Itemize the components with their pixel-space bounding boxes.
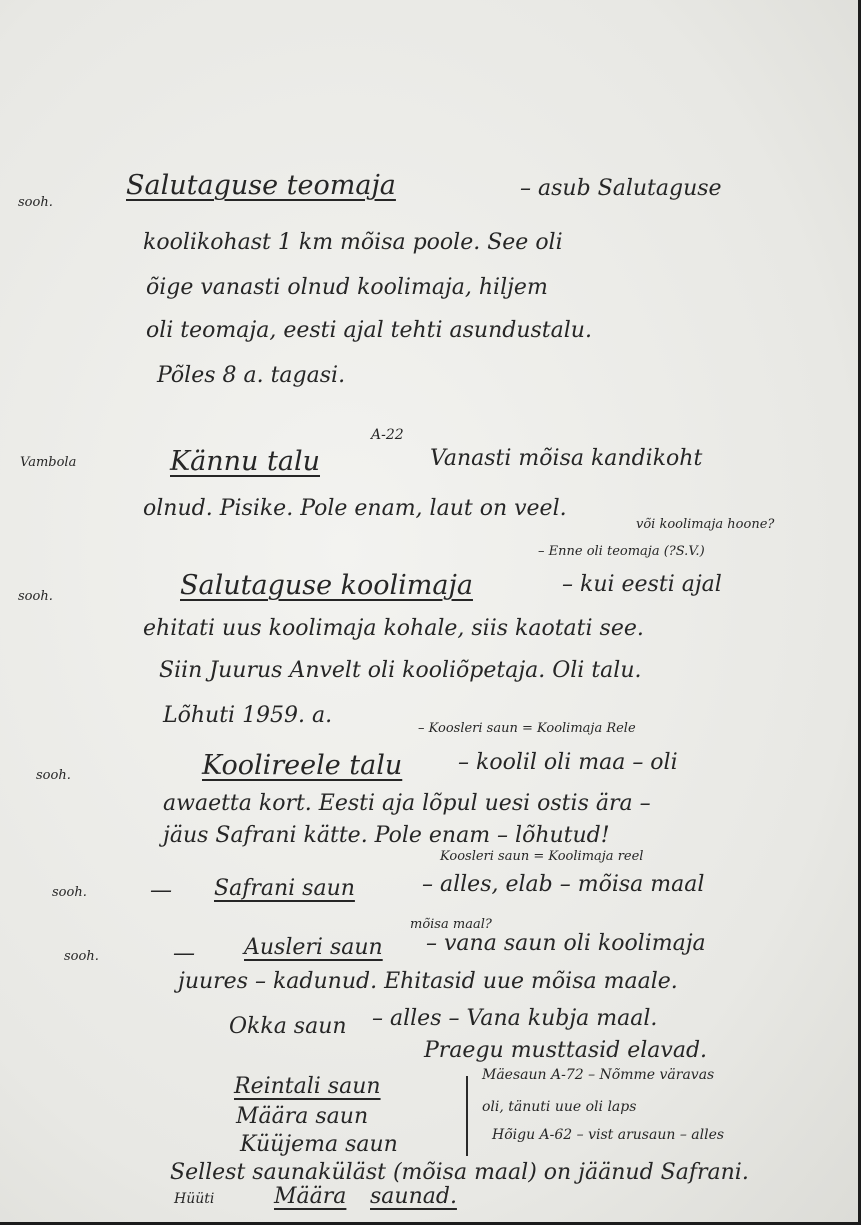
entry-title: Salutaguse teomaja [126, 170, 396, 201]
margin-note: sooh. [52, 885, 87, 900]
sauna-note: oli, tänuti uue oli laps [482, 1099, 637, 1115]
dash: — [173, 941, 195, 966]
entry-title: Koolireele talu [202, 750, 403, 781]
margin-note: sooh. [18, 195, 53, 210]
entry-text: – alles, elab – mõisa maal [422, 872, 705, 897]
annotation: mõisa maal? [410, 917, 492, 932]
entry-line: ehitati uus koolimaja kohale, siis kaotati see. [143, 616, 644, 641]
sauna-name: Määra saun [236, 1104, 369, 1129]
entry-line: Praegu musttasid elavad. [424, 1038, 708, 1063]
entry-line: awaetta kort. Eesti aja lõpul uesi ostis ära – [163, 791, 651, 816]
annotation: Koosleri saun = Koolimaja reel [440, 849, 644, 864]
entry-text: – asub Salutaguse [520, 176, 722, 201]
entry-title: Safrani saun [214, 876, 355, 901]
margin-note: Vambola [20, 455, 77, 470]
entry-text: – alles – Vana kubja maal. [372, 1006, 658, 1031]
closing-prefix: Hüüti [174, 1191, 215, 1207]
entry-line: olnud. Pisike. Pole enam, laut on veel. [143, 496, 567, 521]
entry-line: koolikohast 1 km mõisa poole. See oli [143, 230, 563, 255]
margin-note: sooh. [64, 949, 99, 964]
sauna-name: Küüjema saun [240, 1132, 398, 1157]
closing-word: saunad. [370, 1184, 457, 1209]
entry-title: Ausleri saun [244, 935, 383, 960]
entry-line: Lõhuti 1959. a. [163, 703, 333, 728]
entry-text: – koolil oli maa – oli [458, 750, 678, 775]
sauna-name: Reintali saun [234, 1074, 381, 1099]
entry-line: jäus Safrani kätte. Pole enam – lõhutud! [163, 823, 610, 848]
sauna-note: Mäesaun A-72 – Nõmme väravas [482, 1067, 715, 1083]
entry-line: juures – kadunud. Ehitasid uue mõisa maale. [178, 969, 678, 994]
entry-title: Kännu talu [170, 446, 320, 477]
entry-title: Salutaguse koolimaja [180, 570, 473, 601]
annotation: või koolimaja hoone? [636, 517, 775, 532]
entry-line: õige vanasti olnud koolimaja, hiljem [146, 275, 548, 300]
entry-line: oli teomaja, eesti ajal tehti asundustalu. [146, 318, 592, 343]
entry-text: Vanasti mõisa kandikoht [430, 446, 703, 471]
entry-line: Põles 8 a. tagasi. [157, 363, 346, 388]
entry-title: Okka saun [229, 1014, 347, 1039]
entry-line: Siin Juurus Anvelt oli kooliõpetaja. Oli talu. [159, 658, 642, 683]
annotation: – Enne oli teomaja (?S.V.) [538, 544, 705, 559]
margin-note: sooh. [36, 768, 71, 783]
reference-code: A-22 [371, 427, 404, 443]
column-divider [466, 1076, 468, 1156]
annotation: – Koosleri saun = Koolimaja Rele [418, 721, 636, 736]
entry-text: – vana saun oli koolimaja [426, 931, 706, 956]
closing-word: Määra [274, 1184, 347, 1209]
sauna-note: Hõigu A-62 – vist arusaun – alles [492, 1127, 725, 1143]
closing-line: Sellest saunaküläst (mõisa maal) on jäänud Safrani. [170, 1160, 749, 1185]
margin-note: sooh. [18, 589, 53, 604]
dash: — [150, 878, 172, 903]
entry-text: – kui eesti ajal [562, 572, 722, 597]
